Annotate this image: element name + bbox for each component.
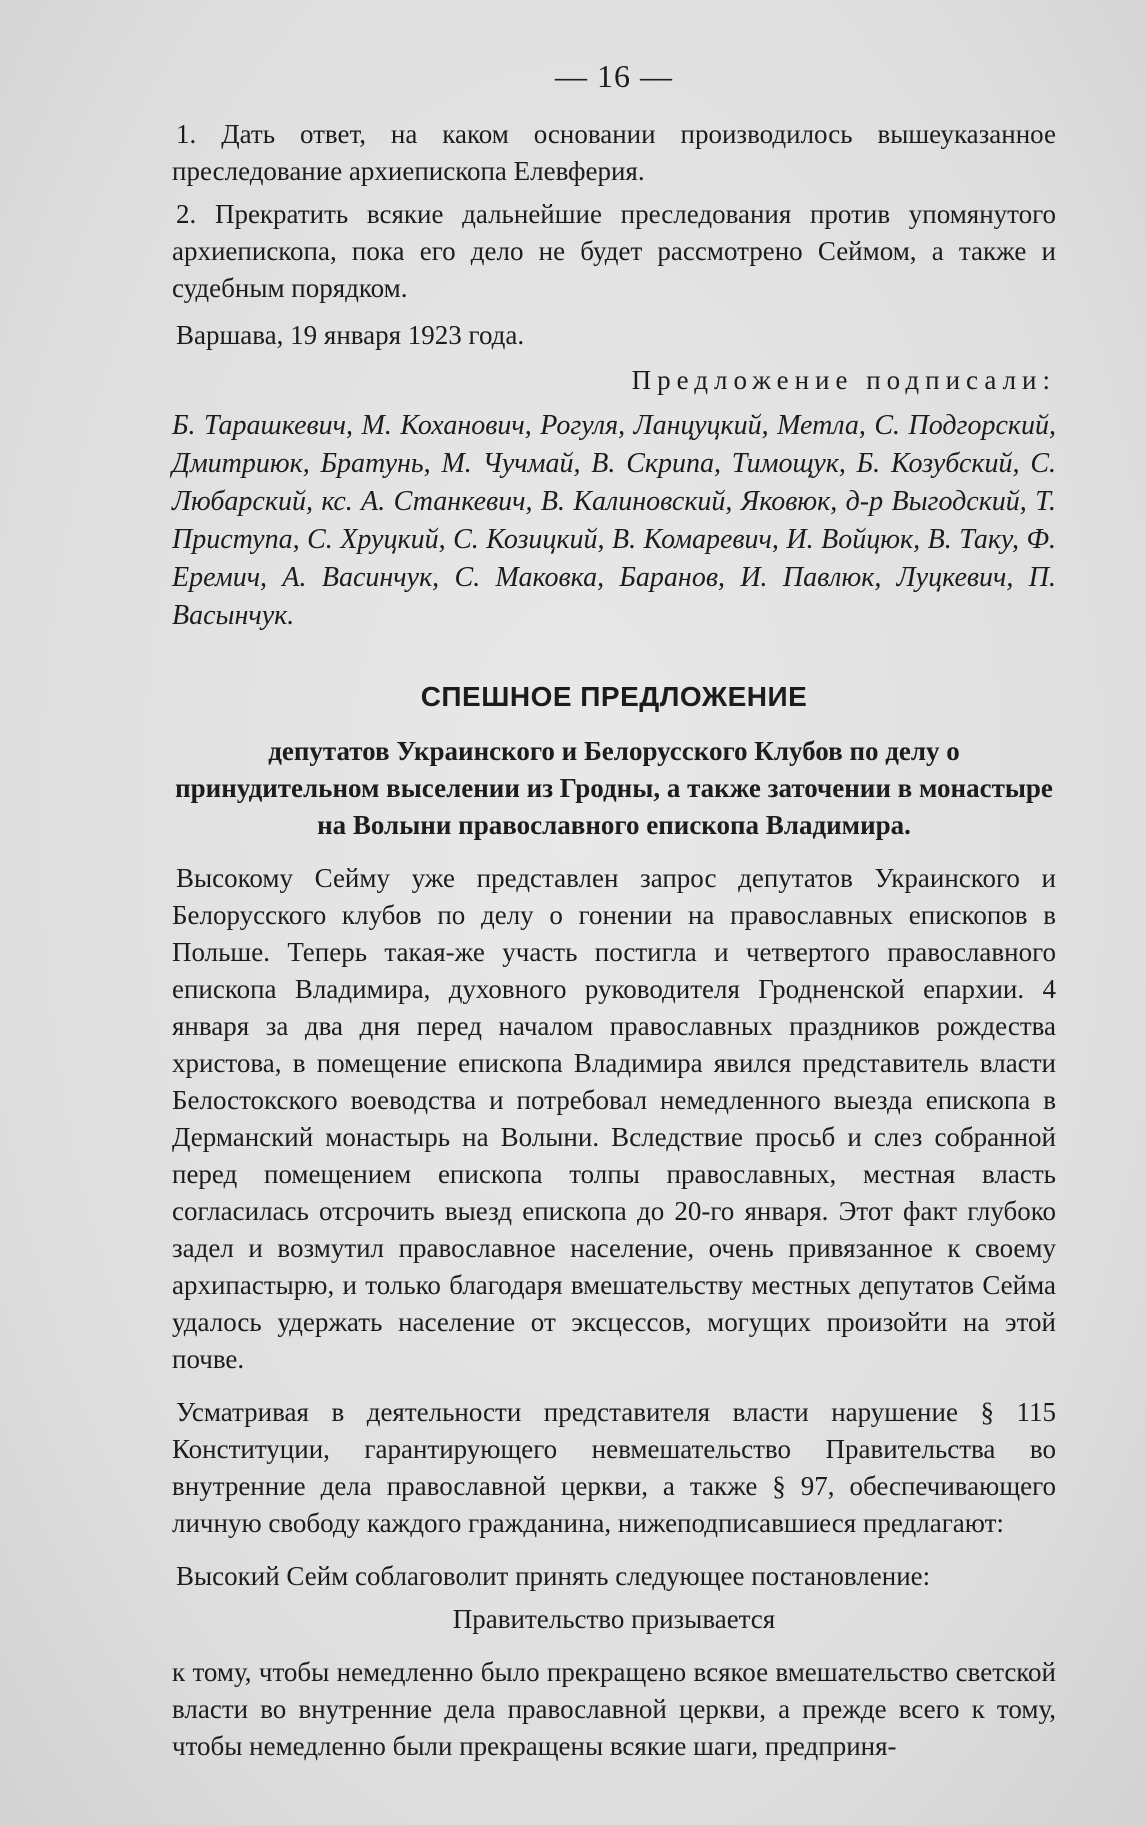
page-number: — 16 — xyxy=(555,58,673,94)
demand-1: 1. Дать ответ, на каком основании производилось вышеуказанное преследование архиепископа Елевферия. xyxy=(172,119,1056,186)
body-paragraph-3: Высокий Сейм соблаговолит принять следующее постановление: xyxy=(176,1561,931,1591)
body-paragraph-1: Высокому Сейму уже представлен запрос депутатов Украинского и Белорусского клубов по делу о гонении на православных епископов в Польше. Теперь такая-же участь постигла и четвертого православного епископа Владимира, духовного руководителя Гродненской епархии. 4 января за два дня перед началом православных праздников рождества христова, в помещение епископа Владимира явился представитель власти Белостокского воеводства и потребовал немедленного выезда епископа в Дерманский монастырь на Волыни. Вследствие просьб и слез собранной перед помещением епископа толпы православных, местная власть согласилась отсрочить выезд епископа до 20-го января. Этот факт глубоко задел и возмутил православное население, очень привязанное к своему архипастырю, и только благодаря вмешательству местных депутатов Сейма удалось удержать население от эксцессов, могущих произойти на этой почве. xyxy=(172,863,1056,1374)
section-subheading: депутатов Украинского и Белорусского Клубов по делу о принудительном выселении из Гродны, а также заточении в монастыре на Волыни православного епископа Владимира. xyxy=(175,736,1053,840)
government-line: Правительство призывается xyxy=(452,1604,776,1634)
final-paragraph: к тому, чтобы немедленно было прекращено всякое вмешательство светской власти во внутренние дела православной церкви, а прежде всего к тому, чтобы немедленно были прекращены всякие шаги, предприня- xyxy=(172,1657,1056,1761)
date-line: Варшава, 19 января 1923 года. xyxy=(176,320,525,350)
section-heading: СПЕШНОЕ ПРЕДЛОЖЕНИЕ xyxy=(420,681,808,712)
body-paragraph-2: Усматривая в деятельности представителя власти нарушение § 115 Конституции, гарантирующего невмешательство Правительства во внутренние дела православной церкви, а также § 97, обеспечивающего личную свободу каждого гражданина, нижеподписавшиеся предлагают: xyxy=(172,1397,1056,1538)
page-content xyxy=(172,56,1056,1765)
signatures-list: Б. Тарашкевич, М. Коханович, Рогуля, Ланцуцкий, Метла, С. Подгорский, Дмитриюк, Братунь, М. Чучмай, В. Скрипа, Тимощук, Б. Козубский, С. Любарский, кс. А. Станкевич, В. Калиновский, Яковюк, д-р Выгодский, Т. Приступа, С. Хруцкий, С. Козицкий, В. Комаревич, И. Войцюк, В. Таку, Ф. Еремич, А. Васинчук, С. Маковка, Баранов, И. Павлюк, Луцкевич, П. Васынчук. xyxy=(172,410,1056,631)
signed-label: Предложение подписали: xyxy=(631,365,1056,395)
demand-2: 2. Прекратить всякие дальнейшие преследования против упомянутого архиепископа, пока его дело не будет рассмотрено Сеймом, а также и судебным порядком. xyxy=(172,199,1056,303)
